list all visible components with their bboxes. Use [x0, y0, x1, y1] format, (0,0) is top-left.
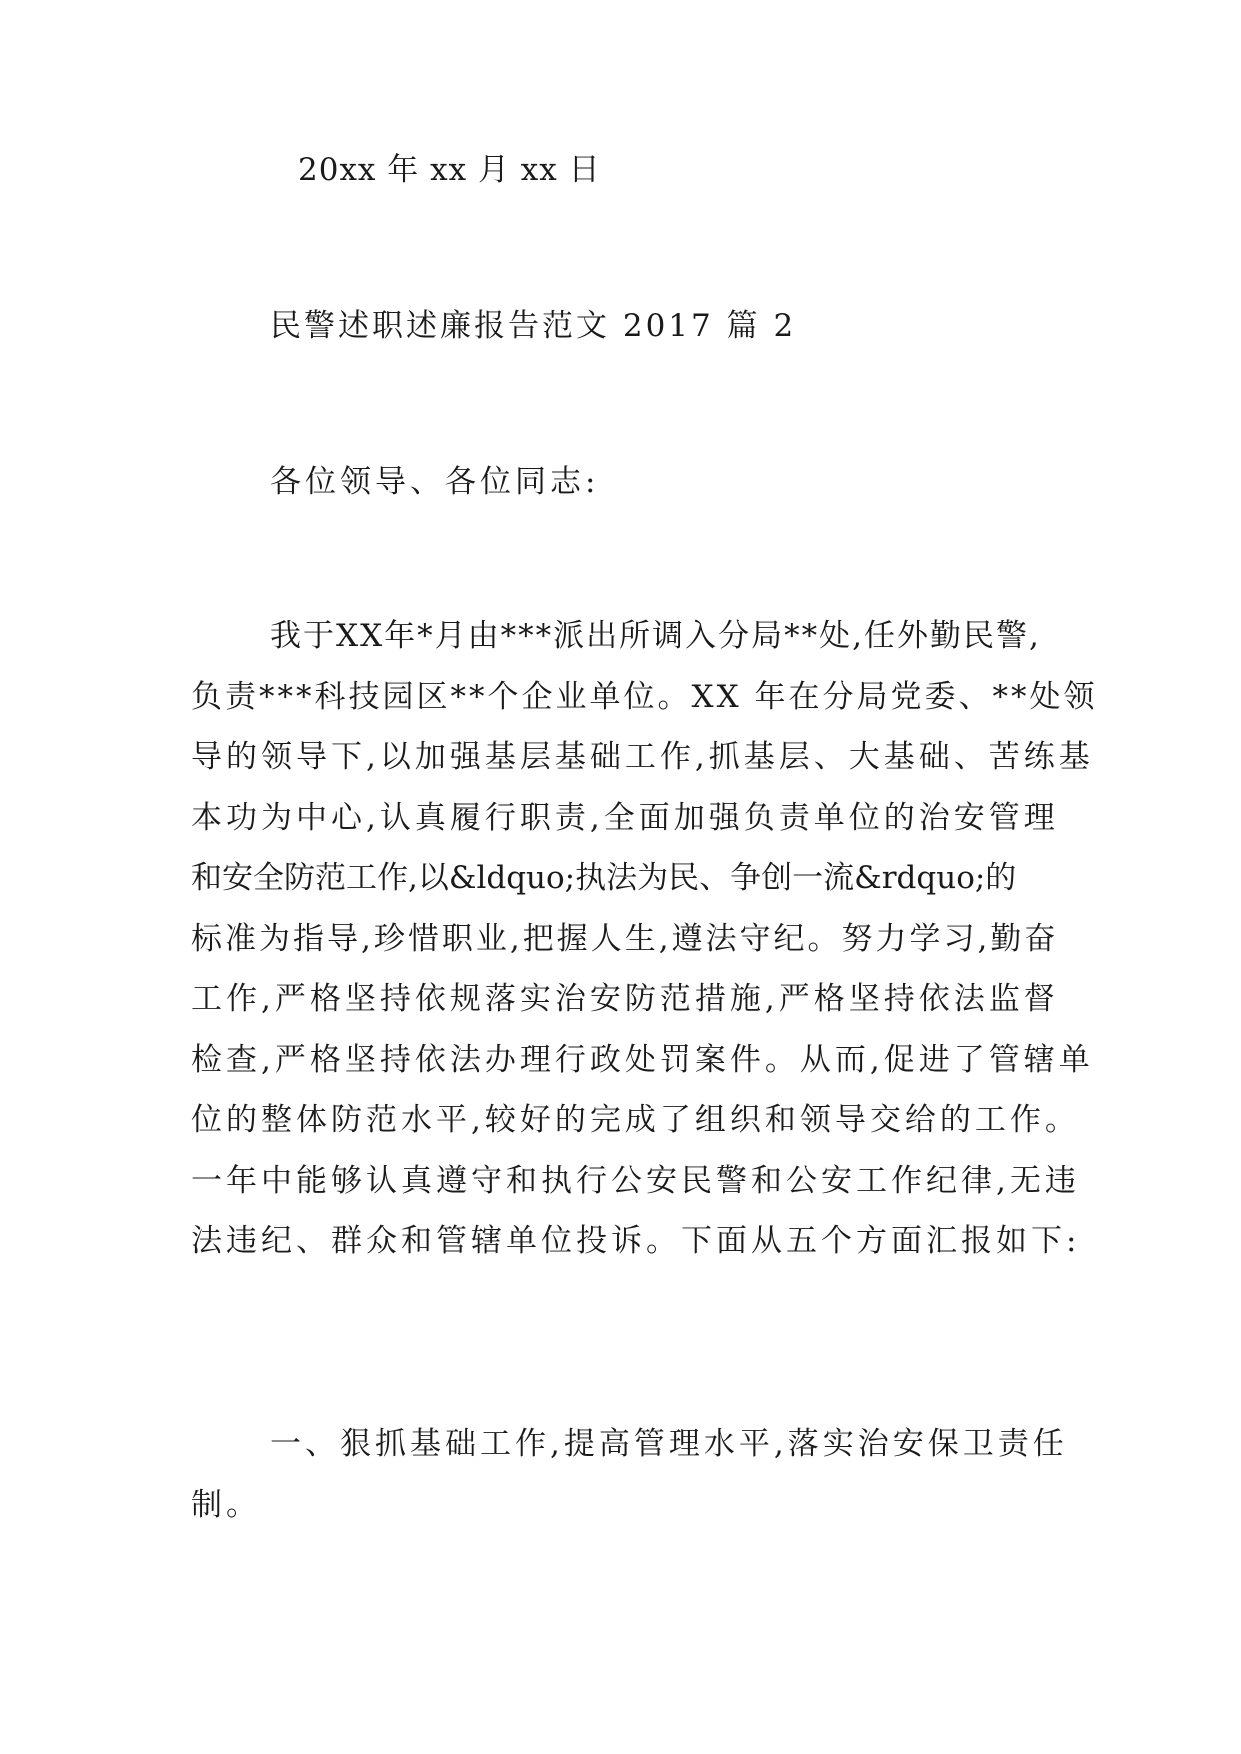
paragraph-line: 工作,严格坚持依规落实治安防范措施,严格坚持依法监督 [191, 981, 1059, 1017]
paragraph-line: 检查,严格坚持依法办理行政处罚案件。从而,促进了管辖单 [191, 1041, 1094, 1078]
document-title: 民警述职述廉报告范文 2017 篇 2 [270, 308, 797, 344]
heading-line: 制。 [191, 1486, 261, 1523]
paragraph-intro [191, 616, 1098, 1282]
heading-section-1 [191, 1424, 1071, 1545]
paragraph-line: 我于XX年*月由***派出所调入分局**处,任外勤民警, [270, 618, 1041, 654]
date-line: 20xx 年 xx 月 xx 日 [298, 152, 601, 188]
paragraph-line: 位的整体防范水平,较好的完成了组织和领导交给的工作。 [191, 1102, 1080, 1138]
paragraph-line: 和安全防范工作,以&ldquo;执法为民、争创一流&rdquo;的 [191, 860, 1017, 896]
paragraph-line: 标准为指导,珍惜职业,把握人生,遵法守纪。努力学习,勤奋 [191, 920, 1059, 957]
paragraph-line: 导的领导下,以加强基层基础工作,抓基层、大基础、苦练基 [191, 739, 1094, 775]
paragraph-line: 法违纪、群众和管辖单位投诉。下面从五个方面汇报如下: [191, 1223, 1081, 1259]
paragraph-line: 负责***科技园区**个企业单位。XX 年在分局党委、**处领 [191, 678, 1098, 715]
paragraph-line: 一年中能够认真遵守和执行公安民警和公安工作纪律,无违 [191, 1162, 1080, 1199]
heading-line: 一、狠抓基础工作,提高管理水平,落实治安保卫责任 [270, 1426, 1068, 1462]
salutation: 各位领导、各位同志: [270, 464, 600, 500]
paragraph-line: 本功为中心,认真履行职责,全面加强负责单位的治安管理 [191, 799, 1059, 836]
